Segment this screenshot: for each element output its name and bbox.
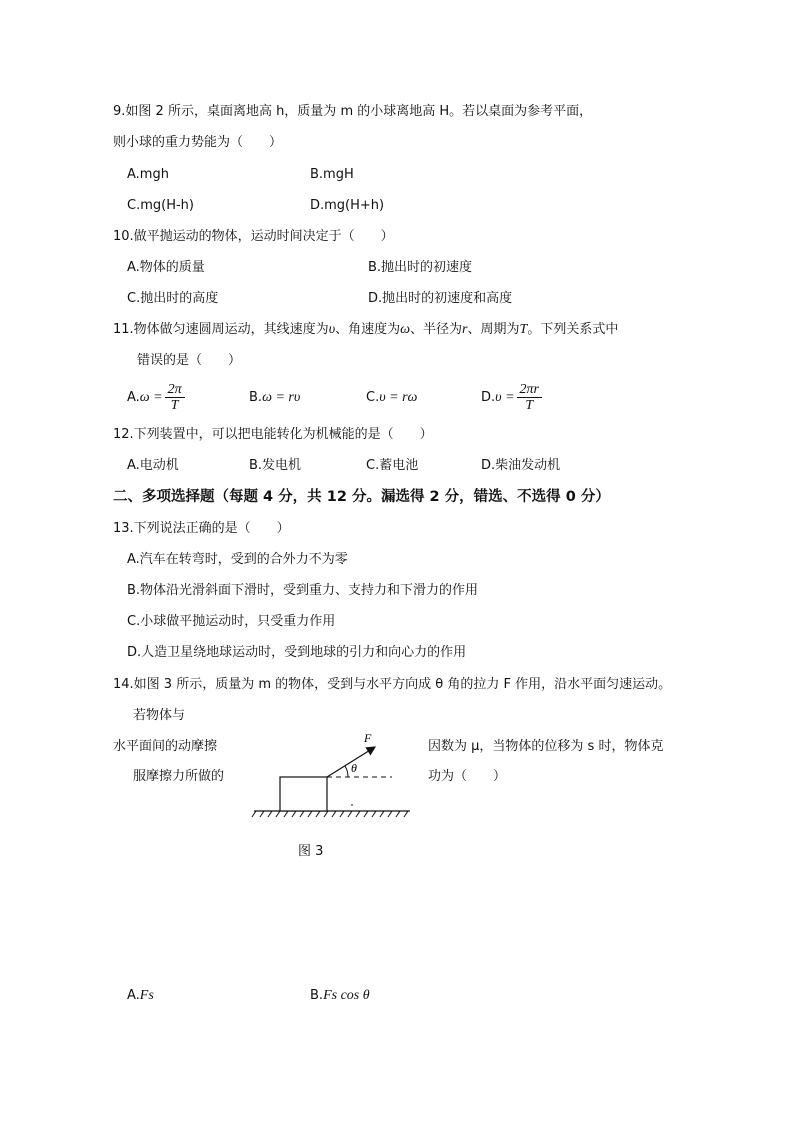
q11-option-a-lhs: ω = — [139, 390, 163, 405]
q11-option-a-fraction — [165, 382, 185, 413]
q9-stem-line2: 则小球的重力势能为（ ） — [113, 135, 283, 150]
angle-arc — [345, 766, 348, 777]
q11-stem-text: 、角速度为 — [335, 322, 401, 337]
q14-stem-right1: 因数为 μ，当物体的位移为 s 时，物体克 — [428, 739, 664, 754]
q13-option-b: B.物体沿光滑斜面下滑时，受到重力、支持力和下滑力的作用 — [127, 583, 479, 598]
q14-option-b — [310, 988, 370, 1004]
q10-option-c: C.抛出时的高度 — [127, 291, 219, 306]
q13-stem: 13.下列说法正确的是（ ） — [113, 521, 290, 536]
q11-stem-line1 — [113, 322, 618, 338]
q12-option-c: C.蓄电池 — [366, 458, 419, 473]
q11-symbol-omega: ω — [400, 322, 411, 337]
q11-stem-text: 。下列关系式中 — [527, 322, 619, 337]
q11-option-b-label: B. — [249, 390, 263, 405]
q12-stem: 12.下列装置中，可以把电能转化为机械能的是（ ） — [113, 427, 433, 442]
q10-option-b: B.抛出时的初速度 — [368, 260, 473, 275]
q14-option-a-expr: Fs — [139, 988, 154, 1003]
fraction-numerator: 2πr — [517, 382, 542, 398]
q13-option-d: D.人造卫星绕地球运动时，受到地球的引力和向心力的作用 — [127, 645, 467, 660]
q11-stem-line2: 错误的是（ ） — [137, 353, 242, 368]
q11-option-a — [127, 381, 185, 415]
q10-stem: 10.做平抛运动的物体，运动时间决定于（ ） — [113, 229, 394, 244]
q11-option-a-label: A. — [127, 390, 140, 405]
fraction-denominator: T — [525, 398, 534, 413]
q9-option-d: D.mg(H+h) — [310, 198, 385, 213]
q14-stem-line2: 若物体与 — [133, 708, 186, 723]
q14-stem-right2: 功为（ ） — [428, 769, 507, 784]
q13-option-c: C.小球做平抛运动时，只受重力作用 — [127, 614, 336, 629]
q11-option-d-fraction — [517, 382, 542, 413]
q11-symbol-T: T — [519, 322, 528, 337]
q11-option-b — [249, 390, 300, 406]
q14-option-b-label: B. — [310, 988, 324, 1003]
q12-option-b: B.发电机 — [249, 458, 302, 473]
q12-option-d: D.柴油发动机 — [481, 458, 561, 473]
q9-stem-line1: 9.如图 2 所示，桌面离地高 h，质量为 m 的小球离地高 H。若以桌面为参考平面， — [113, 104, 593, 119]
q11-symbol-v: υ — [328, 322, 336, 337]
figure-3-diagram — [250, 725, 420, 825]
q11-option-d — [481, 381, 542, 415]
q10-option-d: D.抛出时的初速度和高度 — [368, 291, 513, 306]
q11-option-c-expr: υ = rω — [379, 390, 418, 405]
q11-option-c-label: C. — [366, 390, 380, 405]
q14-option-a — [127, 988, 154, 1004]
fraction-denominator: T — [170, 398, 179, 413]
section-heading: 二、多项选择题（每题 4 分，共 12 分。漏选得 2 分，错选、不选得 0 分） — [113, 489, 610, 505]
q11-stem-text: 、半径为 — [410, 322, 463, 337]
q9-option-c: C.mg(H-h) — [127, 198, 194, 213]
q12-option-a: A.电动机 — [127, 458, 179, 473]
q13-option-a: A.汽车在转弯时，受到的合外力不为零 — [127, 552, 348, 567]
ground-hatching — [252, 811, 408, 817]
q11-stem-text: 、周期为 — [467, 322, 520, 337]
q11-stem-text: 11.物体做匀速圆周运动，其线速度为 — [113, 322, 329, 337]
q11-option-d-lhs: υ = — [495, 390, 515, 405]
q14-stem-line1: 14.如图 3 所示，质量为 m 的物体，受到与水平方向成 θ 角的拉力 F 作用，沿水平面匀速运动。 — [113, 677, 672, 692]
q9-option-b: B.mgH — [310, 167, 354, 182]
q14-stem-left1: 水平面间的动摩擦 — [113, 739, 218, 754]
force-label: F — [364, 731, 372, 745]
q14-option-b-expr: Fs cos θ — [323, 988, 370, 1003]
q10-option-a: A.物体的质量 — [127, 260, 205, 275]
q11-symbol-r: r — [462, 322, 468, 337]
figure-caption: 图 3 — [298, 844, 324, 859]
angle-label: θ — [351, 761, 357, 775]
q11-option-b-expr: ω = rυ — [262, 390, 301, 405]
q14-stem-left2: 服摩擦力所做的 — [133, 769, 225, 784]
block — [280, 777, 327, 811]
q14-option-a-label: A. — [127, 988, 140, 1003]
fraction-numerator: 2π — [165, 382, 185, 398]
q11-option-d-label: D. — [481, 390, 496, 405]
q9-option-a: A.mgh — [127, 167, 169, 182]
q11-option-c — [366, 390, 417, 406]
